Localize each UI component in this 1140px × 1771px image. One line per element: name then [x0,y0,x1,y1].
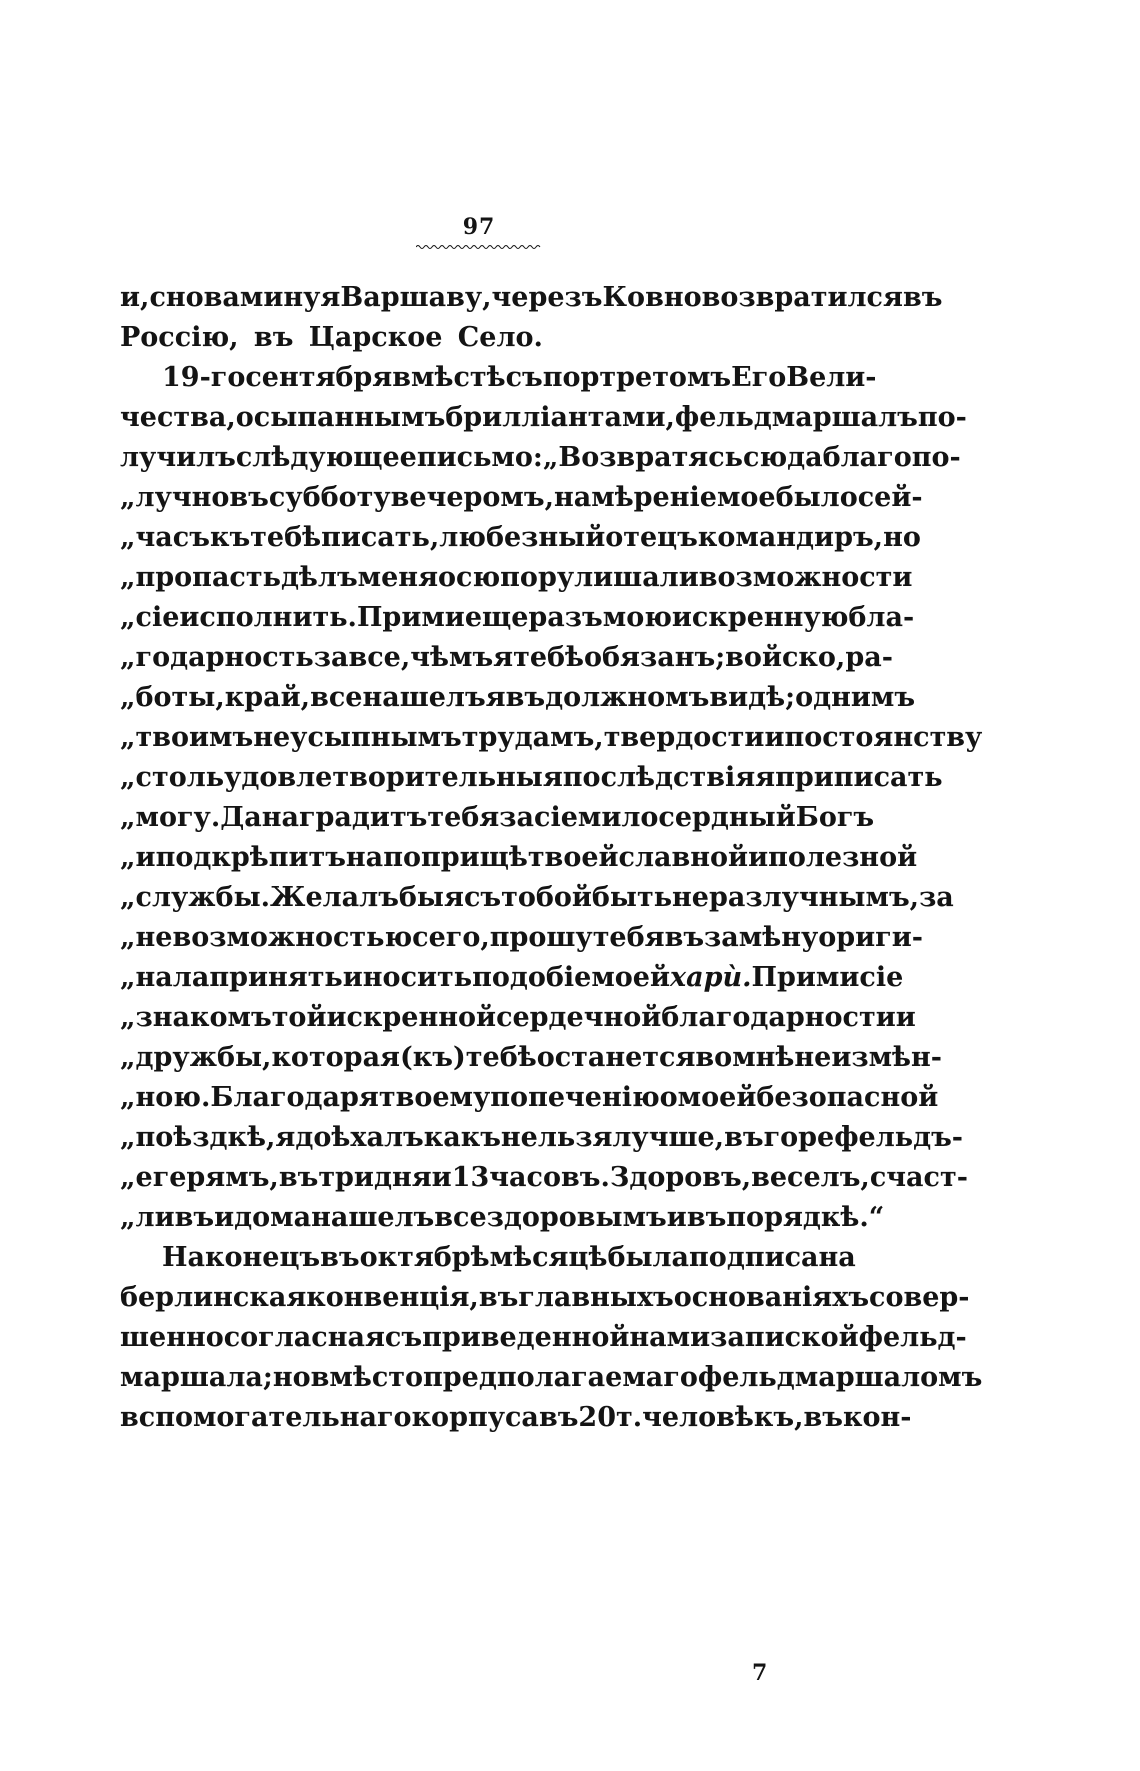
text-line: „столь удовлетворительныя послѣдствія я приписать [120,762,943,793]
text-line: 19-го сентября вмѣстѣ съ портретомъ Его Вели- [162,362,877,393]
text-line: „сіе исполнить. Прими еще разъ мою искренную бла- [120,602,915,633]
page-number: 97 [462,214,496,240]
signature-mark: 7 [752,1660,768,1686]
body-text [120,278,983,1438]
text-line: „твоимъ неусыпнымъ трудамъ, твердости и постоянству [120,722,983,753]
text-line: „часъ къ тебѣ писать, любезный отецъ командиръ, но [120,522,921,553]
text-line: „и подкрѣпитъ на поприщѣ твоей славной и полезной [120,842,918,873]
text-line: „службы. Желалъ бы я съ тобой быть неразлучнымъ, за [120,882,954,913]
text-line: „ною. Благодаря твоему попеченію о моей безопасной [120,1082,939,1113]
text-line: „боты, край, все нашелъ я въ должномъ видѣ; однимъ [120,682,916,713]
text-line: маршала; но вмѣсто предполагаемаго фельдмаршаломъ [120,1362,983,1393]
text-line: „нала принять и носить подобіе моей харѝ. Прими сіе [120,962,904,993]
text-line: чества, осыпаннымъ брилліантами, фельдмаршалъ по- [120,402,967,433]
text-line: „знакомъ той искренной сердечной благодарности и [120,1002,916,1033]
text-line: вспомогательнаго корпуса въ 20 т. человѣкъ, въ кон- [120,1402,912,1433]
text-line: „невозможностью сего, прошу тебя въ замѣну ориги- [120,922,923,953]
text-line: лучилъ слѣдующее письмо: „Возвратясь сюда благопо- [120,442,961,473]
text-line: „ливъ и дома нашелъ все здоровымъ и въ порядкѣ.“ [120,1202,885,1233]
text-line: Наконецъ въ октябрѣ мѣсяцѣ была подписана [162,1242,856,1273]
text-line: берлинская конвенція, въ главныхъ основаніяхъ совер- [120,1282,970,1313]
text-line: „пропасть дѣлъ меня о сю пору лишали возможности [120,562,913,593]
page-number-ornament [416,244,542,250]
text-line: „могу. Да наградитъ тебя за сіе милосердный Богъ [120,802,875,833]
text-line: и, снова минуя Варшаву, черезъ Ковно возвратился въ [120,282,943,313]
text-line: „годарность за все, чѣмъ я тебѣ обязанъ; войско, ра- [120,642,893,673]
text-line: Россію, въ Царское Село. [120,322,543,353]
text-line: шенно согласная съ приведенной нами запиской фельд- [120,1322,967,1353]
text-line: „егерямъ, въ три дня и 13 часовъ. Здоровъ, веселъ, счаст- [120,1162,968,1193]
text-line: „лучно въ субботу вечеромъ, намѣреніе мое было сей- [120,482,923,513]
text-line: „дружбы, которая (къ) тебѣ останется во мнѣ неизмѣн- [120,1042,943,1073]
text-line: „поѣздкѣ, я доѣхалъ какъ нельзя лучше, въ горе фельдъ- [120,1122,963,1153]
